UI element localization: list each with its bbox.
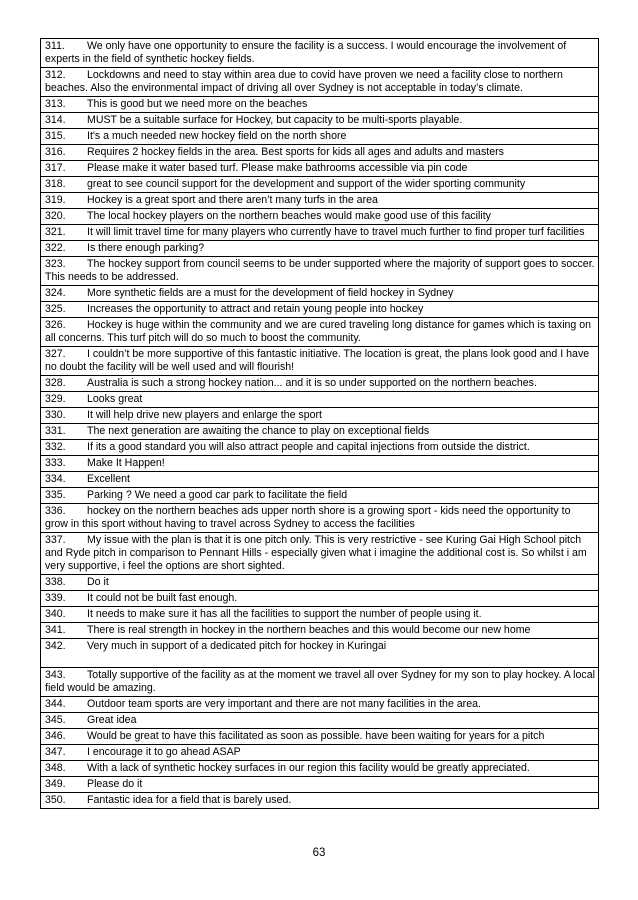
response-text: Is there enough parking? [87, 242, 205, 254]
response-text: Increases the opportunity to attract and retain young people into hockey [87, 303, 424, 315]
table-row [41, 668, 599, 697]
response-number: 313. [45, 98, 66, 110]
response-cell [41, 209, 599, 225]
response-number: 349. [45, 778, 66, 790]
response-text: Fantastic idea for a field that is barely used. [87, 794, 292, 806]
response-text: Very much in support of a dedicated pitch for hockey in Kuringai [87, 640, 387, 652]
table-row [41, 68, 599, 97]
response-cell [41, 623, 599, 639]
table-row [41, 504, 599, 533]
table-row [41, 145, 599, 161]
response-number: 322. [45, 242, 66, 254]
response-cell [41, 440, 599, 456]
response-text: Outdoor team sports are very important and there are not many facilities in the area. [87, 698, 481, 710]
table-row [41, 129, 599, 145]
response-cell [41, 225, 599, 241]
responses-table [40, 38, 599, 809]
table-row [41, 392, 599, 408]
response-cell [41, 777, 599, 793]
response-number: 337. [45, 534, 66, 546]
response-cell [41, 472, 599, 488]
response-text: I encourage it to go ahead ASAP [87, 746, 241, 758]
response-number: 315. [45, 130, 66, 142]
table-row [41, 225, 599, 241]
response-text: The local hockey players on the northern beaches would make good use of this facility [87, 210, 491, 222]
response-number: 340. [45, 608, 66, 620]
table-row [41, 161, 599, 177]
table-row [41, 793, 599, 809]
response-text: Excellent [87, 473, 130, 485]
response-text: Please do it [87, 778, 143, 790]
response-text: I couldn’t be more supportive of this fantastic initiative. The location is great, the plans look good and I have no doubt the facility will be well used and will flourish! [45, 348, 590, 373]
response-number: 338. [45, 576, 66, 588]
response-cell [41, 575, 599, 591]
response-text: Lockdowns and need to stay within area due to covid have proven we need a facility close to northern beaches. Also the environmental impact of driving all over Sydney is not acceptable in today’s climate. [45, 69, 563, 94]
table-row [41, 607, 599, 623]
response-text: It will limit travel time for many players who currently have to travel much further to find proper turf facilities [87, 226, 585, 238]
table-row [41, 347, 599, 376]
table-row [41, 113, 599, 129]
response-text: The next generation are awaiting the chance to play on exceptional fields [87, 425, 430, 437]
response-text: It will help drive new players and enlarge the sport [87, 409, 322, 421]
table-row [41, 777, 599, 793]
response-text: Requires 2 hockey fields in the area. Best sports for kids all ages and adults and masters [87, 146, 504, 158]
response-number: 350. [45, 794, 66, 806]
response-number: 331. [45, 425, 66, 437]
response-text: It's a much needed new hockey field on the north shore [87, 130, 347, 142]
table-row [41, 639, 599, 668]
response-cell [41, 145, 599, 161]
table-row [41, 39, 599, 68]
response-number: 346. [45, 730, 66, 742]
response-text: Parking ? We need a good car park to facilitate the field [87, 489, 348, 501]
response-number: 327. [45, 348, 66, 360]
response-text: Hockey is a great sport and there aren’t many turfs in the area [87, 194, 378, 206]
table-row [41, 193, 599, 209]
response-cell [41, 39, 599, 68]
response-cell [41, 456, 599, 472]
response-text: Hockey is huge within the community and we are cured traveling long distance for games which is taxing on all concerns. This turf pitch will do so much to boost the community. [45, 319, 592, 344]
table-row [41, 241, 599, 257]
response-number: 324. [45, 287, 66, 299]
response-text: We only have one opportunity to ensure the facility is a success. I would encourage the involvement of experts in the field of synthetic hockey fields. [45, 40, 567, 65]
response-cell [41, 392, 599, 408]
response-number: 339. [45, 592, 66, 604]
response-text: Do it [87, 576, 109, 588]
response-number: 341. [45, 624, 66, 636]
response-number: 318. [45, 178, 66, 190]
response-cell [41, 97, 599, 113]
response-cell [41, 257, 599, 286]
table-row [41, 318, 599, 347]
response-number: 330. [45, 409, 66, 421]
response-cell [41, 68, 599, 97]
response-cell [41, 113, 599, 129]
response-text: There is real strength in hockey in the northern beaches and this would become our new home [87, 624, 531, 636]
response-cell [41, 318, 599, 347]
table-row [41, 97, 599, 113]
response-text: This is good but we need more on the beaches [87, 98, 308, 110]
response-cell [41, 193, 599, 209]
response-text: MUST be a suitable surface for Hockey, but capacity to be multi-sports playable. [87, 114, 463, 126]
response-cell [41, 729, 599, 745]
response-cell [41, 713, 599, 729]
response-number: 334. [45, 473, 66, 485]
table-row [41, 376, 599, 392]
response-cell [41, 241, 599, 257]
response-number: 336. [45, 505, 66, 517]
table-row [41, 408, 599, 424]
response-text: Would be great to have this facilitated as soon as possible. have been waiting for years for a pitch [87, 730, 545, 742]
response-cell [41, 591, 599, 607]
response-number: 342. [45, 640, 66, 652]
response-text: Please make it water based turf. Please make bathrooms accessible via pin code [87, 162, 468, 174]
response-number: 317. [45, 162, 66, 174]
response-cell [41, 745, 599, 761]
response-number: 326. [45, 319, 66, 331]
response-text: great to see council support for the development and support of the wider sporting community [87, 178, 526, 190]
response-cell [41, 408, 599, 424]
response-cell [41, 639, 599, 668]
response-number: 344. [45, 698, 66, 710]
response-number: 348. [45, 762, 66, 774]
response-cell [41, 504, 599, 533]
response-text: Totally supportive of the facility as at the moment we travel all over Sydney for my son to play hockey. A local field would be amazing. [45, 669, 595, 694]
response-cell [41, 607, 599, 623]
table-row [41, 424, 599, 440]
table-row [41, 713, 599, 729]
response-text: If its a good standard you will also attract people and capital injections from outside the district. [87, 441, 530, 453]
response-text: My issue with the plan is that it is one pitch only. This is very restrictive - see Kuring Gai High School pitch and Ryde pitch in comparison to Pennant Hills - especially given what i imagine the additional cost is. So whilst i am very supportive, i feel the options are short sighted. [45, 534, 587, 572]
response-text: Great idea [87, 714, 137, 726]
response-cell [41, 161, 599, 177]
table-row [41, 257, 599, 286]
table-row [41, 761, 599, 777]
response-number: 311. [45, 40, 65, 52]
table-row [41, 533, 599, 575]
response-cell [41, 177, 599, 193]
response-cell [41, 697, 599, 713]
response-number: 333. [45, 457, 66, 469]
table-row [41, 286, 599, 302]
response-number: 335. [45, 489, 66, 501]
response-text: It needs to make sure it has all the facilities to support the number of people using it. [87, 608, 482, 620]
response-cell [41, 424, 599, 440]
response-cell [41, 793, 599, 809]
response-number: 323. [45, 258, 66, 270]
response-cell [41, 347, 599, 376]
table-row [41, 209, 599, 225]
response-text: Looks great [87, 393, 143, 405]
table-row [41, 488, 599, 504]
response-cell [41, 129, 599, 145]
response-number: 343. [45, 669, 66, 681]
response-cell [41, 488, 599, 504]
response-number: 325. [45, 303, 66, 315]
response-cell [41, 668, 599, 697]
response-cell [41, 302, 599, 318]
table-row [41, 697, 599, 713]
response-text: hockey on the northern beaches ads upper north shore is a growing sport - kids need the opportunity to grow in this sport without having to travel across Sydney to access the facilities [45, 505, 571, 530]
table-row [41, 745, 599, 761]
response-cell [41, 286, 599, 302]
response-text: The hockey support from council seems to be under supported where the majority of support goes to soccer. This needs to be addressed. [45, 258, 595, 283]
response-cell [41, 761, 599, 777]
response-number: 314. [45, 114, 66, 126]
response-number: 321. [45, 226, 66, 238]
table-row [41, 440, 599, 456]
table-row [41, 472, 599, 488]
response-number: 329. [45, 393, 66, 405]
response-number: 328. [45, 377, 66, 389]
response-number: 319. [45, 194, 66, 206]
table-row [41, 591, 599, 607]
response-text: It could not be built fast enough. [87, 592, 238, 604]
table-row [41, 302, 599, 318]
response-number: 347. [45, 746, 66, 758]
response-text: With a lack of synthetic hockey surfaces in our region this facility would be greatly appreciated. [87, 762, 530, 774]
response-number: 345. [45, 714, 66, 726]
response-number: 320. [45, 210, 66, 222]
page-number: 63 [312, 847, 326, 859]
response-text: Make It Happen! [87, 457, 165, 469]
response-number: 332. [45, 441, 66, 453]
table-row [41, 729, 599, 745]
response-cell [41, 533, 599, 575]
response-text: Australia is such a strong hockey nation... and it is so under supported on the northern beaches. [87, 377, 537, 389]
response-text: More synthetic fields are a must for the development of field hockey in Sydney [87, 287, 454, 299]
table-row [41, 177, 599, 193]
table-row [41, 575, 599, 591]
table-row [41, 623, 599, 639]
response-cell [41, 376, 599, 392]
table-row [41, 456, 599, 472]
response-number: 316. [45, 146, 66, 158]
response-number: 312. [45, 69, 66, 81]
